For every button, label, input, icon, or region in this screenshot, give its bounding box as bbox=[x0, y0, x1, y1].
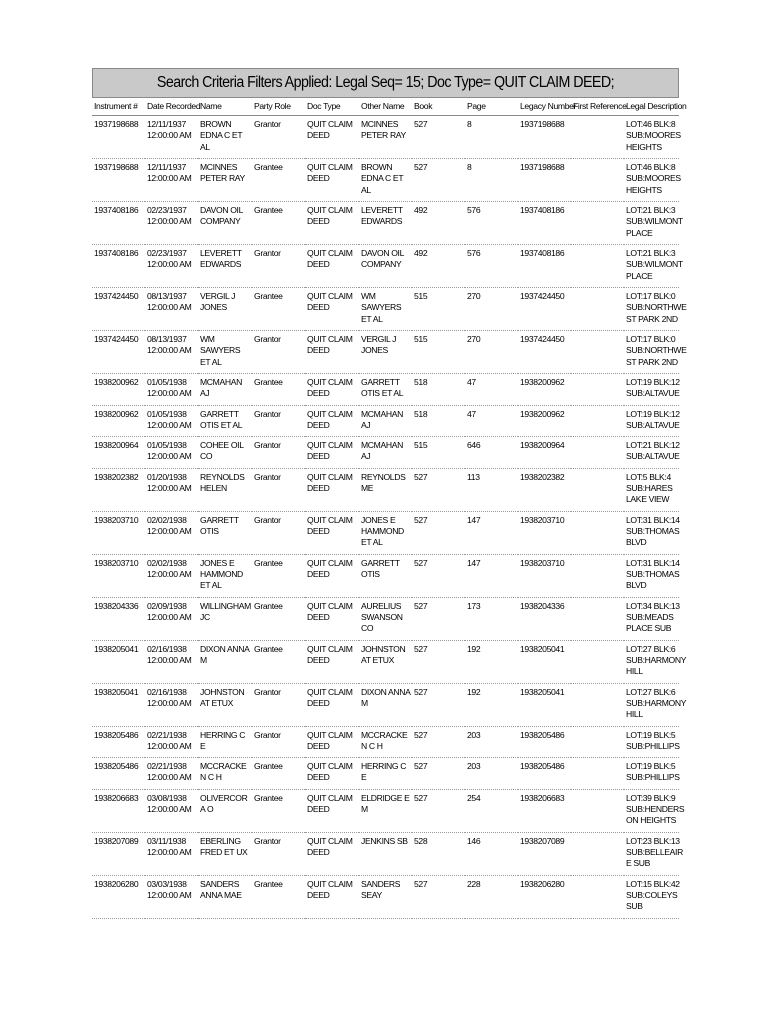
cell-instrument-number: 1937424450 bbox=[92, 331, 145, 374]
table-row bbox=[92, 554, 679, 597]
cell-instrument-number: 1938203710 bbox=[92, 554, 145, 597]
cell-instrument-number: 1938206683 bbox=[92, 789, 145, 832]
search-criteria-header bbox=[92, 68, 679, 97]
cell-page: 47 bbox=[465, 374, 518, 406]
cell-page: 270 bbox=[465, 288, 518, 331]
cell-date-recorded: 08/13/1937 12:00:00 AM bbox=[145, 331, 198, 374]
cell-name: GARRETT OTIS ET AL bbox=[198, 405, 252, 437]
cell-page: 646 bbox=[465, 437, 518, 469]
cell-doc-type: QUIT CLAIM DEED bbox=[305, 640, 359, 683]
table-row bbox=[92, 468, 679, 511]
cell-doc-type: QUIT CLAIM DEED bbox=[305, 511, 359, 554]
cell-legacy-number: 1938203710 bbox=[518, 554, 571, 597]
cell-other-name: JONES E HAMMOND ET AL bbox=[359, 511, 412, 554]
cell-other-name: JOHNSTON AT ETUX bbox=[359, 640, 412, 683]
cell-other-name: REYNOLDS ME bbox=[359, 468, 412, 511]
cell-legal-description: LOT:19 BLK:12 SUB:ALTAVUE bbox=[624, 405, 679, 437]
cell-instrument-number: 1938200962 bbox=[92, 374, 145, 406]
cell-book: 527 bbox=[412, 758, 465, 790]
cell-legal-description: LOT:23 BLK:13 SUB:BELLEAIR E SUB bbox=[624, 832, 679, 875]
cell-instrument-number: 1938205486 bbox=[92, 726, 145, 758]
cell-date-recorded: 12/11/1937 12:00:00 AM bbox=[145, 116, 198, 159]
cell-party-role: Grantor bbox=[252, 468, 305, 511]
cell-legacy-number: 1937408186 bbox=[518, 245, 571, 288]
cell-date-recorded: 02/21/1938 12:00:00 AM bbox=[145, 726, 198, 758]
cell-page: 173 bbox=[465, 597, 518, 640]
cell-name: JONES E HAMMOND ET AL bbox=[198, 554, 252, 597]
cell-instrument-number: 1937408186 bbox=[92, 202, 145, 245]
cell-book: 527 bbox=[412, 789, 465, 832]
cell-other-name: DIXON ANNA M bbox=[359, 683, 412, 726]
cell-legal-description: LOT:46 BLK:8 SUB:MOORES HEIGHTS bbox=[624, 159, 679, 202]
cell-party-role: Grantor bbox=[252, 511, 305, 554]
cell-first-reference bbox=[571, 758, 624, 790]
cell-party-role: Grantor bbox=[252, 832, 305, 875]
cell-legacy-number: 1938206683 bbox=[518, 789, 571, 832]
cell-party-role: Grantee bbox=[252, 374, 305, 406]
cell-legacy-number: 1938203710 bbox=[518, 511, 571, 554]
cell-book: 518 bbox=[412, 374, 465, 406]
cell-legal-description: LOT:46 BLK:8 SUB:MOORES HEIGHTS bbox=[624, 116, 679, 159]
table-row bbox=[92, 331, 679, 374]
cell-page: 8 bbox=[465, 116, 518, 159]
column-header-name: Name bbox=[198, 98, 252, 116]
table-row bbox=[92, 758, 679, 790]
table-row bbox=[92, 511, 679, 554]
cell-first-reference bbox=[571, 288, 624, 331]
cell-party-role: Grantee bbox=[252, 789, 305, 832]
cell-date-recorded: 02/23/1937 12:00:00 AM bbox=[145, 245, 198, 288]
cell-instrument-number: 1938200964 bbox=[92, 437, 145, 469]
cell-other-name: BROWN EDNA C ET AL bbox=[359, 159, 412, 202]
column-header-book: Book bbox=[412, 98, 465, 116]
cell-party-role: Grantor bbox=[252, 116, 305, 159]
cell-other-name: ELDRIDGE E M bbox=[359, 789, 412, 832]
cell-party-role: Grantee bbox=[252, 875, 305, 918]
cell-legal-description: LOT:15 BLK:42 SUB:COLEYS SUB bbox=[624, 875, 679, 918]
cell-party-role: Grantor bbox=[252, 245, 305, 288]
cell-page: 254 bbox=[465, 789, 518, 832]
cell-legal-description: LOT:19 BLK:5 SUB:PHILLIPS bbox=[624, 758, 679, 790]
cell-date-recorded: 03/08/1938 12:00:00 AM bbox=[145, 789, 198, 832]
results-table bbox=[92, 97, 687, 919]
cell-book: 527 bbox=[412, 511, 465, 554]
cell-first-reference bbox=[571, 511, 624, 554]
cell-book: 515 bbox=[412, 437, 465, 469]
table-row bbox=[92, 288, 679, 331]
column-header-page: Page bbox=[465, 98, 518, 116]
column-header-party-role: Party Role bbox=[252, 98, 305, 116]
column-header-legacy-number: Legacy Number bbox=[518, 98, 571, 116]
cell-instrument-number: 1938205041 bbox=[92, 640, 145, 683]
cell-doc-type: QUIT CLAIM DEED bbox=[305, 554, 359, 597]
cell-instrument-number: 1937424450 bbox=[92, 288, 145, 331]
cell-name: WILLINGHAM JC bbox=[198, 597, 252, 640]
cell-party-role: Grantee bbox=[252, 597, 305, 640]
cell-legacy-number: 1938205486 bbox=[518, 758, 571, 790]
cell-book: 527 bbox=[412, 683, 465, 726]
cell-book: 527 bbox=[412, 875, 465, 918]
table-row bbox=[92, 726, 679, 758]
cell-legacy-number: 1937198688 bbox=[518, 116, 571, 159]
cell-date-recorded: 01/05/1938 12:00:00 AM bbox=[145, 437, 198, 469]
cell-other-name: WM SAWYERS ET AL bbox=[359, 288, 412, 331]
cell-legacy-number: 1938205041 bbox=[518, 640, 571, 683]
cell-instrument-number: 1937198688 bbox=[92, 159, 145, 202]
cell-page: 147 bbox=[465, 554, 518, 597]
table-row bbox=[92, 245, 679, 288]
cell-instrument-number: 1937198688 bbox=[92, 116, 145, 159]
cell-other-name: MCMAHAN AJ bbox=[359, 405, 412, 437]
cell-party-role: Grantee bbox=[252, 202, 305, 245]
cell-party-role: Grantor bbox=[252, 405, 305, 437]
cell-legacy-number: 1938204336 bbox=[518, 597, 571, 640]
cell-party-role: Grantee bbox=[252, 640, 305, 683]
cell-doc-type: QUIT CLAIM DEED bbox=[305, 374, 359, 406]
table-row bbox=[92, 875, 679, 918]
cell-instrument-number: 1938205041 bbox=[92, 683, 145, 726]
cell-book: 527 bbox=[412, 116, 465, 159]
cell-other-name: GARRETT OTIS ET AL bbox=[359, 374, 412, 406]
cell-date-recorded: 03/11/1938 12:00:00 AM bbox=[145, 832, 198, 875]
cell-first-reference bbox=[571, 245, 624, 288]
cell-name: COHEE OIL CO bbox=[198, 437, 252, 469]
cell-first-reference bbox=[571, 159, 624, 202]
cell-other-name: MCINNES PETER RAY bbox=[359, 116, 412, 159]
cell-page: 203 bbox=[465, 758, 518, 790]
cell-first-reference bbox=[571, 597, 624, 640]
table-row bbox=[92, 789, 679, 832]
cell-legal-description: LOT:34 BLK:13 SUB:MEADS PLACE SUB bbox=[624, 597, 679, 640]
cell-party-role: Grantee bbox=[252, 554, 305, 597]
cell-name: LEVERETT EDWARDS bbox=[198, 245, 252, 288]
cell-first-reference bbox=[571, 331, 624, 374]
cell-legacy-number: 1937198688 bbox=[518, 159, 571, 202]
cell-first-reference bbox=[571, 202, 624, 245]
cell-party-role: Grantee bbox=[252, 758, 305, 790]
cell-name: SANDERS ANNA MAE bbox=[198, 875, 252, 918]
cell-doc-type: QUIT CLAIM DEED bbox=[305, 437, 359, 469]
cell-name: OLIVERCORA O bbox=[198, 789, 252, 832]
cell-date-recorded: 01/05/1938 12:00:00 AM bbox=[145, 405, 198, 437]
column-header-instrument-number: Instrument # bbox=[92, 98, 145, 116]
cell-page: 576 bbox=[465, 202, 518, 245]
cell-party-role: Grantor bbox=[252, 437, 305, 469]
table-row bbox=[92, 597, 679, 640]
cell-legal-description: LOT:21 BLK:3 SUB:WILMONT PLACE bbox=[624, 245, 679, 288]
cell-legacy-number: 1938207089 bbox=[518, 832, 571, 875]
cell-page: 228 bbox=[465, 875, 518, 918]
cell-legal-description: LOT:17 BLK:0 SUB:NORTHWE ST PARK 2ND bbox=[624, 331, 679, 374]
cell-legal-description: LOT:39 BLK:9 SUB:HENDERS ON HEIGHTS bbox=[624, 789, 679, 832]
cell-legacy-number: 1938205486 bbox=[518, 726, 571, 758]
table-row bbox=[92, 683, 679, 726]
table-row bbox=[92, 159, 679, 202]
cell-date-recorded: 12/11/1937 12:00:00 AM bbox=[145, 159, 198, 202]
cell-legacy-number: 1938202382 bbox=[518, 468, 571, 511]
cell-legacy-number: 1938200962 bbox=[518, 405, 571, 437]
cell-book: 518 bbox=[412, 405, 465, 437]
cell-page: 203 bbox=[465, 726, 518, 758]
cell-book: 492 bbox=[412, 202, 465, 245]
cell-first-reference bbox=[571, 683, 624, 726]
cell-other-name: MCMAHAN AJ bbox=[359, 437, 412, 469]
cell-date-recorded: 03/03/1938 12:00:00 AM bbox=[145, 875, 198, 918]
cell-name: WM SAWYERS ET AL bbox=[198, 331, 252, 374]
cell-first-reference bbox=[571, 374, 624, 406]
cell-first-reference bbox=[571, 832, 624, 875]
cell-first-reference bbox=[571, 437, 624, 469]
cell-party-role: Grantee bbox=[252, 159, 305, 202]
cell-doc-type: QUIT CLAIM DEED bbox=[305, 758, 359, 790]
table-row bbox=[92, 640, 679, 683]
cell-doc-type: QUIT CLAIM DEED bbox=[305, 789, 359, 832]
cell-other-name: VERGIL J JONES bbox=[359, 331, 412, 374]
cell-doc-type: QUIT CLAIM DEED bbox=[305, 597, 359, 640]
cell-date-recorded: 02/23/1937 12:00:00 AM bbox=[145, 202, 198, 245]
cell-name: HERRING C E bbox=[198, 726, 252, 758]
cell-instrument-number: 1938200962 bbox=[92, 405, 145, 437]
cell-other-name: HERRING C E bbox=[359, 758, 412, 790]
cell-name: JOHNSTON AT ETUX bbox=[198, 683, 252, 726]
column-header-legal-description: Legal Description bbox=[624, 98, 679, 116]
cell-first-reference bbox=[571, 789, 624, 832]
table-row bbox=[92, 437, 679, 469]
cell-book: 527 bbox=[412, 159, 465, 202]
cell-party-role: Grantor bbox=[252, 331, 305, 374]
cell-other-name: JENKINS SB bbox=[359, 832, 412, 875]
cell-doc-type: QUIT CLAIM DEED bbox=[305, 875, 359, 918]
cell-book: 492 bbox=[412, 245, 465, 288]
cell-page: 270 bbox=[465, 331, 518, 374]
cell-page: 576 bbox=[465, 245, 518, 288]
cell-first-reference bbox=[571, 640, 624, 683]
cell-name: MCMAHAN AJ bbox=[198, 374, 252, 406]
column-header-doc-type: Doc Type bbox=[305, 98, 359, 116]
cell-name: EBERLING FRED ET UX bbox=[198, 832, 252, 875]
cell-name: VERGIL J JONES bbox=[198, 288, 252, 331]
cell-date-recorded: 02/02/1938 12:00:00 AM bbox=[145, 511, 198, 554]
search-criteria-title: Search Criteria Filters Applied: Legal Seq= 15; Doc Type= QUIT CLAIM DEED; bbox=[156, 74, 615, 91]
cell-book: 528 bbox=[412, 832, 465, 875]
cell-instrument-number: 1938205486 bbox=[92, 758, 145, 790]
cell-doc-type: QUIT CLAIM DEED bbox=[305, 159, 359, 202]
table-row bbox=[92, 116, 679, 159]
cell-instrument-number: 1937408186 bbox=[92, 245, 145, 288]
cell-legacy-number: 1938200964 bbox=[518, 437, 571, 469]
cell-doc-type: QUIT CLAIM DEED bbox=[305, 288, 359, 331]
cell-book: 527 bbox=[412, 726, 465, 758]
cell-legal-description: LOT:21 BLK:12 SUB:ALTAVUE bbox=[624, 437, 679, 469]
table-row bbox=[92, 832, 679, 875]
cell-other-name: DAVON OIL COMPANY bbox=[359, 245, 412, 288]
cell-name: BROWN EDNA C ET AL bbox=[198, 116, 252, 159]
cell-first-reference bbox=[571, 405, 624, 437]
cell-name: MCCRACKEN C H bbox=[198, 758, 252, 790]
cell-date-recorded: 02/09/1938 12:00:00 AM bbox=[145, 597, 198, 640]
cell-instrument-number: 1938202382 bbox=[92, 468, 145, 511]
cell-date-recorded: 02/21/1938 12:00:00 AM bbox=[145, 758, 198, 790]
cell-legacy-number: 1937424450 bbox=[518, 288, 571, 331]
cell-doc-type: QUIT CLAIM DEED bbox=[305, 683, 359, 726]
cell-name: MCINNES PETER RAY bbox=[198, 159, 252, 202]
cell-other-name: LEVERETT EDWARDS bbox=[359, 202, 412, 245]
cell-book: 527 bbox=[412, 597, 465, 640]
column-header-other-name: Other Name bbox=[359, 98, 412, 116]
cell-name: REYNOLDS HELEN bbox=[198, 468, 252, 511]
cell-page: 192 bbox=[465, 683, 518, 726]
cell-first-reference bbox=[571, 726, 624, 758]
cell-instrument-number: 1938203710 bbox=[92, 511, 145, 554]
cell-book: 527 bbox=[412, 640, 465, 683]
cell-other-name: AURELIUS SWANSON CO bbox=[359, 597, 412, 640]
cell-doc-type: QUIT CLAIM DEED bbox=[305, 116, 359, 159]
cell-legal-description: LOT:19 BLK:12 SUB:ALTAVUE bbox=[624, 374, 679, 406]
cell-other-name: MCCRACKEN C H bbox=[359, 726, 412, 758]
cell-date-recorded: 01/05/1938 12:00:00 AM bbox=[145, 374, 198, 406]
cell-first-reference bbox=[571, 116, 624, 159]
cell-date-recorded: 01/20/1938 12:00:00 AM bbox=[145, 468, 198, 511]
cell-doc-type: QUIT CLAIM DEED bbox=[305, 832, 359, 875]
table-row bbox=[92, 202, 679, 245]
cell-legal-description: LOT:27 BLK:6 SUB:HARMONY HILL bbox=[624, 683, 679, 726]
table-header-row bbox=[92, 98, 679, 116]
cell-name: DIXON ANNA M bbox=[198, 640, 252, 683]
cell-party-role: Grantee bbox=[252, 288, 305, 331]
cell-legal-description: LOT:19 BLK:5 SUB:PHILLIPS bbox=[624, 726, 679, 758]
search-results-report bbox=[92, 68, 687, 919]
cell-legal-description: LOT:5 BLK:4 SUB:HARES LAKE VIEW bbox=[624, 468, 679, 511]
table-row bbox=[92, 374, 679, 406]
cell-instrument-number: 1938206280 bbox=[92, 875, 145, 918]
cell-page: 47 bbox=[465, 405, 518, 437]
cell-book: 515 bbox=[412, 288, 465, 331]
cell-legacy-number: 1938200962 bbox=[518, 374, 571, 406]
cell-date-recorded: 08/13/1937 12:00:00 AM bbox=[145, 288, 198, 331]
cell-legal-description: LOT:27 BLK:6 SUB:HARMONY HILL bbox=[624, 640, 679, 683]
cell-other-name: SANDERS SEAY bbox=[359, 875, 412, 918]
cell-first-reference bbox=[571, 875, 624, 918]
cell-instrument-number: 1938204336 bbox=[92, 597, 145, 640]
cell-other-name: GARRETT OTIS bbox=[359, 554, 412, 597]
cell-book: 527 bbox=[412, 554, 465, 597]
column-header-first-reference: First Reference bbox=[571, 98, 624, 116]
cell-page: 8 bbox=[465, 159, 518, 202]
cell-name: GARRETT OTIS bbox=[198, 511, 252, 554]
cell-page: 113 bbox=[465, 468, 518, 511]
cell-page: 147 bbox=[465, 511, 518, 554]
cell-book: 527 bbox=[412, 468, 465, 511]
cell-legal-description: LOT:21 BLK:3 SUB:WILMONT PLACE bbox=[624, 202, 679, 245]
table-row bbox=[92, 405, 679, 437]
cell-party-role: Grantor bbox=[252, 683, 305, 726]
cell-name: DAVON OIL COMPANY bbox=[198, 202, 252, 245]
cell-legal-description: LOT:17 BLK:0 SUB:NORTHWE ST PARK 2ND bbox=[624, 288, 679, 331]
cell-party-role: Grantor bbox=[252, 726, 305, 758]
cell-book: 515 bbox=[412, 331, 465, 374]
cell-first-reference bbox=[571, 554, 624, 597]
column-header-date-recorded: Date Recorded bbox=[145, 98, 198, 116]
cell-page: 146 bbox=[465, 832, 518, 875]
cell-date-recorded: 02/16/1938 12:00:00 AM bbox=[145, 683, 198, 726]
cell-doc-type: QUIT CLAIM DEED bbox=[305, 468, 359, 511]
cell-doc-type: QUIT CLAIM DEED bbox=[305, 245, 359, 288]
cell-instrument-number: 1938207089 bbox=[92, 832, 145, 875]
cell-legacy-number: 1937408186 bbox=[518, 202, 571, 245]
cell-legacy-number: 1938206280 bbox=[518, 875, 571, 918]
cell-date-recorded: 02/02/1938 12:00:00 AM bbox=[145, 554, 198, 597]
table-body bbox=[92, 116, 687, 919]
cell-legacy-number: 1938205041 bbox=[518, 683, 571, 726]
cell-date-recorded: 02/16/1938 12:00:00 AM bbox=[145, 640, 198, 683]
cell-first-reference bbox=[571, 468, 624, 511]
cell-doc-type: QUIT CLAIM DEED bbox=[305, 405, 359, 437]
cell-doc-type: QUIT CLAIM DEED bbox=[305, 331, 359, 374]
cell-legacy-number: 1937424450 bbox=[518, 331, 571, 374]
cell-doc-type: QUIT CLAIM DEED bbox=[305, 726, 359, 758]
cell-legal-description: LOT:31 BLK:14 SUB:THOMAS BLVD bbox=[624, 511, 679, 554]
cell-page: 192 bbox=[465, 640, 518, 683]
cell-legal-description: LOT:31 BLK:14 SUB:THOMAS BLVD bbox=[624, 554, 679, 597]
cell-doc-type: QUIT CLAIM DEED bbox=[305, 202, 359, 245]
